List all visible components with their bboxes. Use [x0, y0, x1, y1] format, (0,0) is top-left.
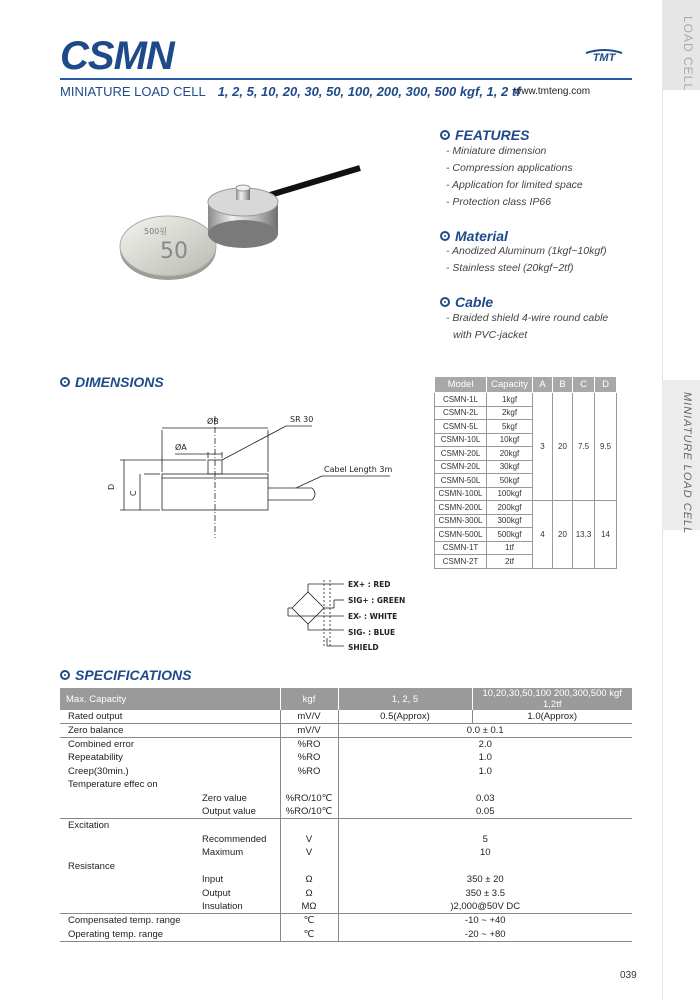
- column-header: C: [573, 377, 595, 393]
- specifications-title: SPECIFICATIONS: [75, 667, 192, 683]
- capacity-cell: 500kgf: [487, 528, 533, 542]
- dim-c-cell: 7.5: [573, 393, 595, 501]
- capacity-cell: 10kgf: [487, 433, 533, 447]
- wiring-diagram: [284, 580, 444, 660]
- model-cell: CSMN-2T: [435, 555, 487, 569]
- page-number: 039: [620, 970, 637, 981]
- table-row: [60, 860, 632, 874]
- model-cell: CSMN-50L: [435, 474, 487, 488]
- side-tab-label: LOAD CELL: [681, 16, 695, 92]
- model-cell: CSMN-500L: [435, 528, 487, 542]
- model-table: [434, 376, 617, 569]
- material-list: [446, 243, 607, 277]
- subtitle: [60, 84, 521, 99]
- model-cell: CSMN-100L: [435, 487, 487, 501]
- spec-unit: %RO: [280, 751, 338, 765]
- material-heading: [440, 228, 508, 244]
- dim-c-cell: 13.3: [573, 501, 595, 569]
- spec-sublabel: Output value: [202, 806, 256, 818]
- table-row: [60, 751, 632, 765]
- table-row: [60, 710, 632, 724]
- column-header: A: [533, 377, 553, 393]
- list-item: - Braided shield 4-wire round cable: [446, 312, 609, 324]
- capacity-cell: 300kgf: [487, 514, 533, 528]
- product-photo: [110, 150, 370, 290]
- spec-value: 5: [338, 832, 632, 846]
- capacity-list: 1, 2, 5, 10, 20, 30, 50, 100, 200, 300, 500 kgf, 1, 2 tf: [217, 84, 521, 99]
- spec-unit: %RO: [280, 737, 338, 751]
- spec-unit: %RO: [280, 764, 338, 778]
- spec-sublabel: Zero value: [202, 792, 247, 804]
- wire-sig-plus: SIG+ : GREEN: [348, 596, 406, 605]
- wire-ex-plus: EX+ : RED: [348, 580, 391, 589]
- dimensions-heading: [60, 374, 164, 390]
- material-title: Material: [455, 228, 508, 244]
- wire-sig-minus: SIG- : BLUE: [348, 628, 396, 637]
- list-item: - Stainless steel (20kgf~2tf): [446, 262, 574, 274]
- features-list: [446, 143, 583, 211]
- table-header-row: [435, 377, 617, 393]
- table-row: [60, 792, 632, 806]
- column-header: D: [595, 377, 617, 393]
- dim-d-cell: 9.5: [595, 393, 617, 501]
- dimensions-title: DIMENSIONS: [75, 374, 164, 390]
- capacity-cell: 5kgf: [487, 420, 533, 434]
- spec-label: Combined error: [60, 737, 280, 751]
- label-a: ØA: [175, 443, 187, 452]
- table-row: [60, 900, 632, 914]
- table-row: [60, 846, 632, 860]
- label-c: C: [129, 490, 138, 496]
- label-b: ØB: [207, 417, 219, 426]
- side-divider: [662, 90, 663, 1000]
- spec-value: 0.0 ± 0.1: [338, 724, 632, 738]
- table-header-row: [60, 688, 632, 710]
- spec-label: Operating temp. range: [60, 928, 280, 942]
- column-header: Model: [435, 377, 487, 393]
- product-title: CSMN: [60, 34, 174, 78]
- company-logo: [584, 47, 624, 73]
- model-cell: CSMN-300L: [435, 514, 487, 528]
- table-row: [435, 393, 617, 407]
- model-cell: CSMN-10L: [435, 433, 487, 447]
- capacity-cell: 20kgf: [487, 447, 533, 461]
- label-cable-length: Cabel Length 3m: [324, 465, 393, 474]
- list-item: - Application for limited space: [446, 179, 583, 191]
- cable-title: Cable: [455, 294, 494, 310]
- website-url: www.tmteng.com: [514, 86, 591, 97]
- header-rule: [60, 78, 632, 80]
- capacity-cell: 2kgf: [487, 406, 533, 420]
- features-title: FEATURES: [455, 127, 530, 143]
- wire-shield: SHIELD: [348, 643, 379, 652]
- model-cell: CSMN-20L: [435, 447, 487, 461]
- column-header: B: [553, 377, 573, 393]
- capacity-cell: 100kgf: [487, 487, 533, 501]
- spec-unit: ℃: [280, 928, 338, 942]
- spec-value: 1.0: [338, 751, 632, 765]
- label-d: D: [107, 483, 116, 490]
- spec-sublabel: Output: [202, 888, 231, 900]
- spec-unit: Ω: [280, 873, 338, 887]
- capacity-cell: 1kgf: [487, 393, 533, 407]
- dim-d-cell: 14: [595, 501, 617, 569]
- spec-unit: MΩ: [280, 900, 338, 914]
- spec-value: )2,000@50V DC: [338, 900, 632, 914]
- table-row: [60, 724, 632, 738]
- model-cell: CSMN-5L: [435, 420, 487, 434]
- cable-list: [446, 310, 608, 344]
- list-item: - Anodized Aluminum (1kgf~10kgf): [446, 245, 607, 257]
- bullet-icon: [60, 377, 70, 387]
- dim-b-cell: 20: [553, 501, 573, 569]
- spec-sublabel: Insulation: [202, 901, 243, 913]
- table-row: [60, 928, 632, 942]
- table-row: [60, 737, 632, 751]
- logo-text: TMT: [592, 52, 616, 64]
- spec-value: 0.03: [338, 792, 632, 806]
- column-header: 10,20,30,50,100 200,300,500 kgf 1,2tf: [472, 688, 632, 710]
- spec-value: 350 ± 20: [338, 873, 632, 887]
- spec-value: 0.05: [338, 805, 632, 819]
- spec-value: 2.0: [338, 737, 632, 751]
- spec-unit: mV/V: [280, 710, 338, 724]
- bullet-icon: [440, 130, 450, 140]
- spec-label: Temperature effec on: [68, 779, 158, 791]
- spec-label: Repeatability: [68, 752, 123, 764]
- label-sr: SR 30: [290, 415, 314, 424]
- spec-label: Compensated temp. range: [60, 914, 280, 928]
- spec-unit: ℃: [280, 914, 338, 928]
- table-row: [60, 819, 632, 833]
- spec-label: Rated output: [68, 711, 123, 723]
- spec-unit: V: [280, 832, 338, 846]
- wire-ex-minus: EX- : WHITE: [348, 612, 398, 621]
- side-tab-label: MINIATURE LOAD CELL: [681, 392, 693, 535]
- spec-unit: %RO/10℃: [280, 792, 338, 806]
- model-cell: CSMN-1L: [435, 393, 487, 407]
- specifications-table: [60, 688, 632, 942]
- spec-sublabel: Maximum: [202, 847, 244, 859]
- list-item: with PVC-jacket: [453, 329, 528, 341]
- side-tab-miniature-load-cell: [662, 380, 700, 535]
- table-row: [435, 501, 617, 515]
- capacity-cell: 1tf: [487, 541, 533, 555]
- column-header: Max. Capacity: [60, 688, 280, 710]
- subtitle-text: MINIATURE LOAD CELL: [60, 84, 206, 99]
- spec-value: 0.5(Approx): [338, 710, 472, 724]
- model-cell: CSMN-1T: [435, 541, 487, 555]
- dim-b-cell: 20: [553, 393, 573, 501]
- specifications-heading: [60, 667, 191, 683]
- dimension-drawing: [100, 408, 400, 548]
- spec-value: 350 ± 3.5: [338, 887, 632, 901]
- spec-unit: %RO/10℃: [280, 805, 338, 819]
- spec-unit: Ω: [280, 887, 338, 901]
- cable-heading: [440, 294, 493, 310]
- dim-a-cell: 3: [533, 393, 553, 501]
- capacity-cell: 200kgf: [487, 501, 533, 515]
- bullet-icon: [440, 231, 450, 241]
- table-row: [60, 805, 632, 819]
- table-row: [60, 764, 632, 778]
- dim-a-cell: 4: [533, 501, 553, 569]
- column-header: 1, 2, 5: [338, 688, 472, 710]
- spec-label: Creep(30min.): [68, 765, 129, 777]
- model-cell: CSMN-200L: [435, 501, 487, 515]
- list-item: - Miniature dimension: [446, 145, 547, 157]
- spec-label: Zero balance: [60, 724, 280, 738]
- column-header: Capacity: [487, 377, 533, 393]
- spec-value: 10: [338, 846, 632, 860]
- spec-sublabel: Recommended: [202, 833, 267, 845]
- list-item: - Protection class IP66: [446, 196, 552, 208]
- table-row: [60, 832, 632, 846]
- spec-value: 1.0: [338, 764, 632, 778]
- capacity-cell: 30kgf: [487, 460, 533, 474]
- spec-sublabel: Input: [202, 874, 224, 886]
- list-item: - Compression applications: [446, 162, 573, 174]
- table-row: [60, 873, 632, 887]
- capacity-cell: 2tf: [487, 555, 533, 569]
- features-heading: [440, 127, 529, 143]
- column-header: kgf: [280, 688, 338, 710]
- spec-unit: mV/V: [280, 724, 338, 738]
- spec-value: -20 ~ +80: [338, 928, 632, 942]
- model-cell: CSMN-2L: [435, 406, 487, 420]
- bullet-icon: [60, 670, 70, 680]
- bullet-icon: [440, 297, 450, 307]
- capacity-cell: 50kgf: [487, 474, 533, 488]
- table-row: [60, 914, 632, 928]
- table-row: [60, 778, 632, 792]
- coin-value-text: 50: [160, 239, 188, 264]
- spec-label: Excitation: [60, 819, 280, 833]
- model-cell: CSMN-20L: [435, 460, 487, 474]
- table-row: [60, 887, 632, 901]
- spec-unit: V: [280, 846, 338, 860]
- spec-value: 1.0(Approx): [472, 710, 632, 724]
- side-tab-load-cell: [662, 0, 700, 90]
- spec-label: Resistance: [68, 860, 115, 872]
- spec-value: -10 ~ +40: [338, 914, 632, 928]
- coin-top-text: 500원: [144, 227, 167, 236]
